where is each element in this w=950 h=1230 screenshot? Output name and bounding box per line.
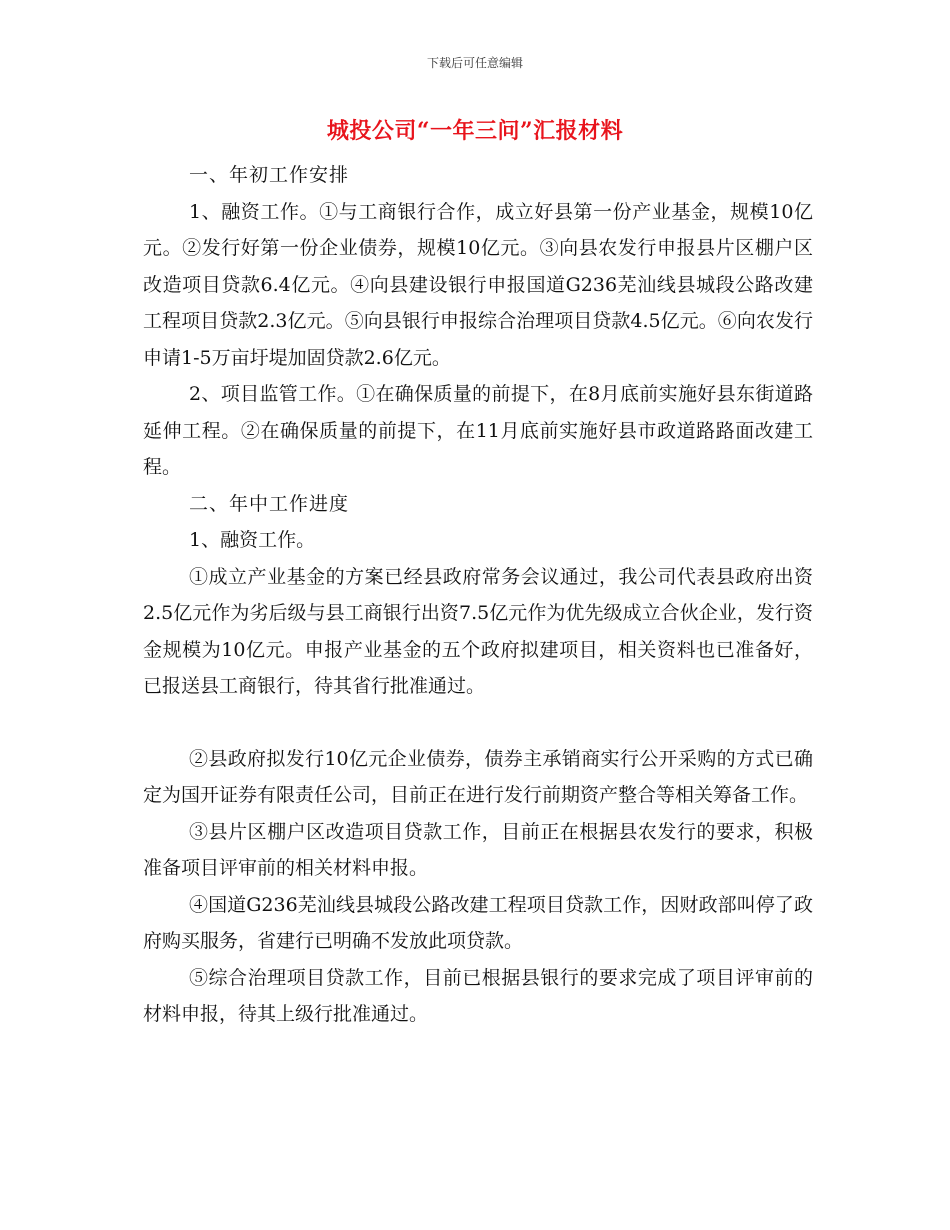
paragraph-progress-governance: ⑤综合治理项目贷款工作，目前已根据县银行的要求完成了项目评审前的材料申报，待其上级行批准通过。 (143, 966, 813, 1025)
paragraph-progress-highway: ④国道G236芜汕线县城段公路改建工程项目贷款工作，因财政部叫停了政府购买服务，省建行已明确不发放此项贷款。 (143, 893, 813, 952)
document-body (143, 157, 813, 1033)
section-heading-1: 一、年初工作安排 (189, 164, 350, 186)
paragraph-progress-bonds: ②县政府拟发行10亿元企业债券，债券主承销商实行公开采购的方式已确定为国开证券有限责任公司，目前正在进行发行前期资产整合等相关筹备工作。 (143, 747, 813, 806)
paragraph-progress-fund: ①成立产业基金的方案已经县政府常务会议通过，我公司代表县政府出资2.5亿元作为劣后级与县工商银行出资7.5亿元作为优先级成立合伙企业，发行资金规模为10亿元。申报产业基金的五个政府拟建项目，相关资料也已准备好，已报送县工商银行，待其省行批准通过。 (143, 565, 813, 697)
section-heading-2: 二、年中工作进度 (189, 492, 350, 515)
paragraph-project-supervision: 2、项目监管工作。①在确保质量的前提下，在8月底前实施好县东街道路延伸工程。②在确保质量的前提下，在11月底前实施好县市政道路路面改建工程。 (143, 383, 813, 478)
document-title: 城投公司“一年三问”汇报材料 (326, 118, 624, 144)
paragraph-financing-plan: 1、融资工作。①与工商银行合作，成立好县第一份产业基金，规模10亿元。②发行好第一份企业债券，规模10亿元。③向县农发行申报县片区棚户区改造项目贷款6.4亿元。④向县建设银行申报国道G236芜汕线县城段公路改建工程项目贷款2.3亿元。⑤向县银行申报综合治理项目贷款4.5亿元。⑥向农发行申请1-5万亩圩堤加固贷款2.6亿元。 (143, 200, 813, 369)
page-header-note: 下载后可任意编辑 (426, 56, 523, 70)
subheading-financing: 1、融资工作。 (189, 529, 316, 551)
paragraph-progress-shantytown: ③县片区棚户区改造项目贷款工作，目前正在根据县农发行的要求，积极准备项目评审前的相关材料申报。 (143, 820, 813, 879)
